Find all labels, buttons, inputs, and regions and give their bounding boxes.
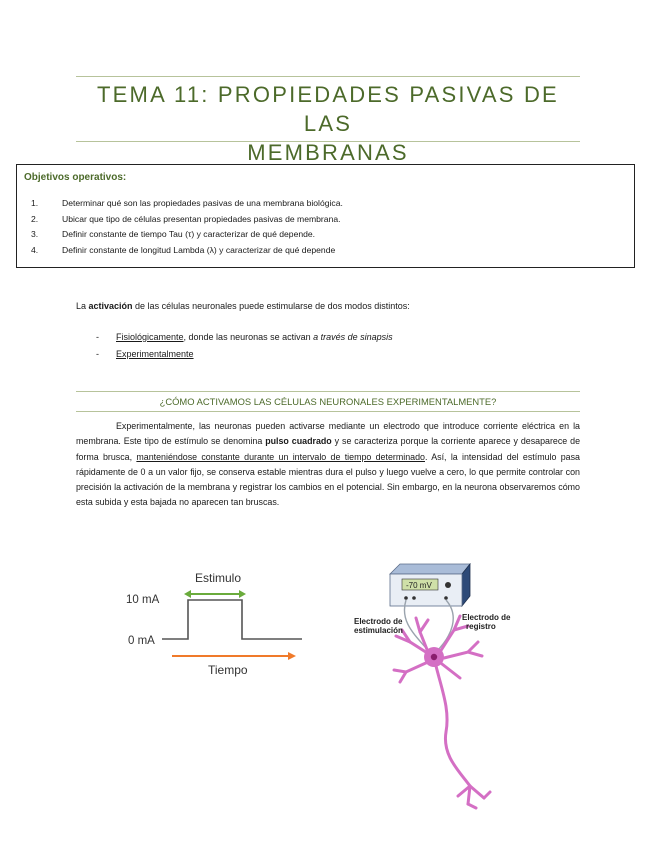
objective-item: 3. Definir constante de tiempo Tau (τ) y caracterizar de qué depende. — [31, 229, 316, 239]
stimulus-arrow-right-head — [239, 590, 246, 598]
objective-item: 4. Definir constante de longitud Lambda (λ) y caracterizar de qué depende — [31, 244, 336, 255]
objectives-list — [31, 196, 343, 258]
voltage-readout: -70 mV — [406, 581, 432, 590]
time-arrow-head — [288, 652, 296, 660]
neuron-nucleus — [431, 654, 437, 660]
neuron-electrode-diagram — [350, 560, 540, 820]
page-title-line1: TEMA 11: PROPIEDADES PASIVAS DE LAS — [97, 82, 559, 136]
page-title-line2: MEMBRANAS — [247, 140, 409, 165]
stimulus-arrow-left-head — [184, 590, 191, 598]
section-top-rule — [76, 391, 580, 392]
pulse-trace — [162, 600, 302, 639]
list-item: - Fisiológicamente, donde las neuronas se activan a través de sinapsis — [96, 332, 393, 342]
stimulus-label: Estimulo — [195, 571, 242, 585]
page-title — [76, 80, 580, 167]
amplifier-device — [390, 564, 470, 606]
time-label: Tiempo — [208, 663, 248, 677]
high-level-label: 10 mA — [126, 594, 160, 606]
objectives-box — [16, 164, 635, 268]
objective-item: 2. Ubicar que tipo de células presentan propiedades pasivas de membrana. — [31, 213, 341, 224]
activation-modes-list — [96, 329, 393, 363]
section-heading: ¿CÓMO ACTIVAMOS LAS CÉLULAS NEURONALES EXPERIMENTALMENTE? — [159, 396, 497, 407]
intro-text: La activación de las células neuronales puede estimularse de dos modos distintos: — [76, 301, 410, 311]
intro-bold: activación — [88, 301, 133, 311]
title-bottom-rule — [76, 141, 580, 142]
objectives-heading: Objetivos operativos: — [24, 172, 127, 183]
square-pulse-diagram — [110, 562, 310, 682]
objective-item: 1. Determinar qué son las propiedades pasivas de una membrana biológica. — [31, 198, 343, 208]
section-bottom-rule — [76, 411, 580, 412]
title-top-rule — [76, 76, 580, 77]
stim-electrode-label: Electrodo de estimulación — [354, 617, 403, 635]
low-level-label: 0 mA — [128, 635, 155, 647]
body-paragraph: Experimentalmente, las neuronas pueden activarse mediante un electrodo que introduce corriente eléctrica en la membrana. Este tipo de estímulo se denomina pulso cuadrado y se caracteriza porque la corriente aparece y desaparece de forma brusca, manteniéndose constante durante un intervalo de tiempo determinado. Así, la intensidad del estímulo pasa rápidamente de 0 a un valor fijo, se conserva estable mientras dura el pulso y luego vuelve a cero, lo que permite controlar con precisión la activación de la membrana y registrar los cambios en el potencial. Sin embargo, en la neurona observaremos cómo esta subida y esta bajada no aparecen tan bruscas. — [76, 421, 581, 508]
list-item: - Experimentalmente — [96, 349, 194, 359]
rec-electrode-label: Electrodo de registro — [462, 613, 511, 631]
